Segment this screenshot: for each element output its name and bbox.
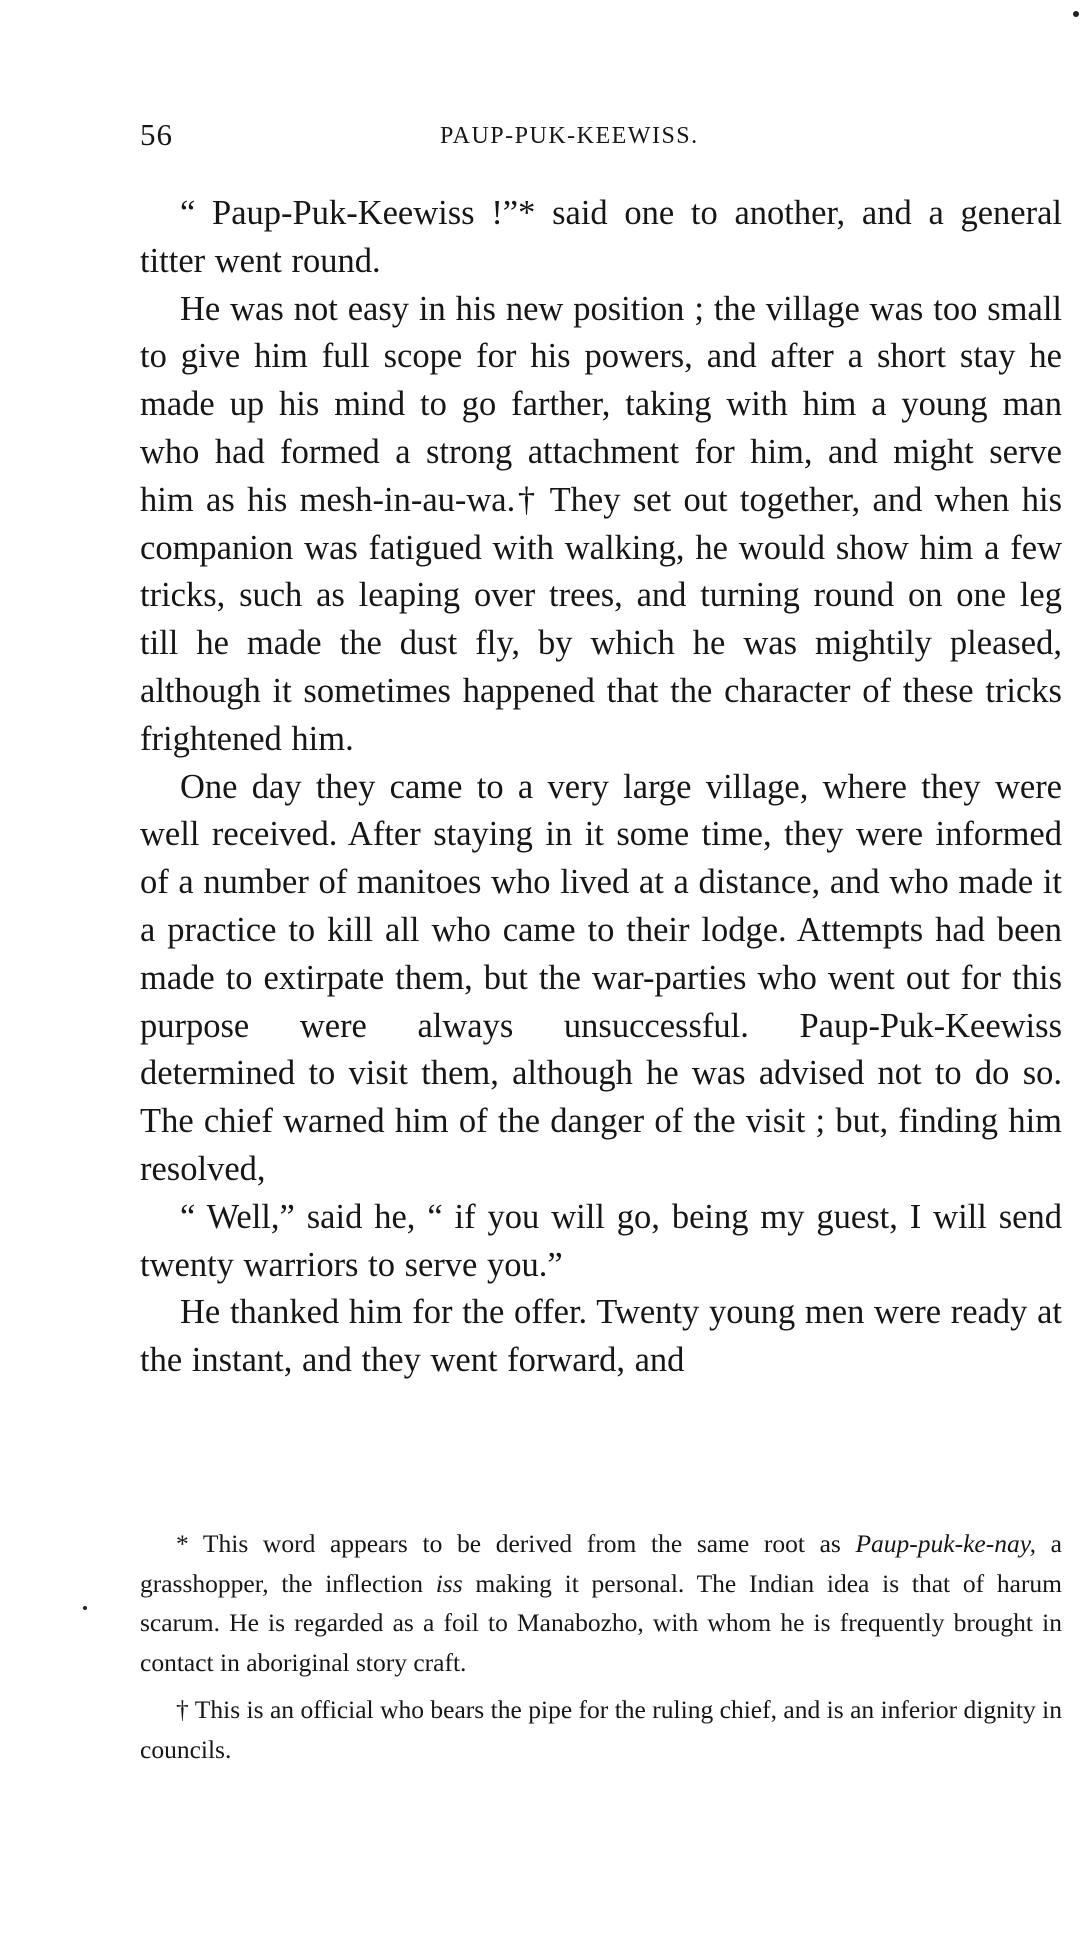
footnote-marker-dagger: † [176, 1695, 189, 1724]
footnote-marker-asterisk: * [176, 1529, 189, 1558]
footnote-asterisk-lead: This word appears to be derived from the same root as [188, 1529, 856, 1558]
body-text [140, 190, 1062, 1385]
footnote-dagger-text: This is an official who bears the pipe for the ruling chief, and is an inferior dignity in councils. [140, 1695, 1063, 1764]
paragraph-3: One day they came to a very large village, where they were well received. After staying in it some time, they were informed of a number of manitoes who lived at a distance, and who made it a practice to kill all who came to their lodge. Attempts had been made to extirpate them, but the war-parties who went out for this purpose were always unsuccessful. Paup-Puk-Keewiss determined to visit them, although he was advised not to do so. The chief warned him of the danger of the visit ; but, finding him resolved, [140, 767, 1062, 1188]
footnotes [140, 1524, 1062, 1769]
paragraph-1: “ Paup-Puk-Keewiss !”* said one to another, and a general titter went round. [140, 194, 1062, 280]
scan-speck-top-right [1073, 11, 1079, 17]
running-title: PAUP-PUK-KEEWISS. [440, 123, 699, 149]
footnote-asterisk-term: Paup-puk-ke-nay, [855, 1529, 1037, 1558]
page-header [140, 117, 1060, 157]
scan-speck-margin [83, 1606, 87, 1610]
paragraph-4: “ Well,” said he, “ if you will go, being my guest, I will send twenty warriors to serve you.” [140, 1197, 1062, 1284]
footnote-asterisk-middle: a grasshopper, the inflection [140, 1529, 1062, 1598]
footnote-dagger [140, 1690, 1062, 1769]
footnote-asterisk-tail: making it personal. The Indian idea is that of harum scarum. He is regarded as a foil to Manabozho, with whom he is frequently brought in contact in aboriginal story craft. [140, 1568, 1062, 1677]
paragraph-5: He thanked him for the offer. Twenty young men were ready at the instant, and they went forward, and [140, 1293, 1062, 1380]
page-number: 56 [140, 117, 173, 152]
footnote-asterisk [140, 1524, 1062, 1682]
paragraph-2: He was not easy in his new position ; the village was too small to give him full scope for his powers, and after a short stay he made up his mind to go farther, taking with him a young man who had formed a strong attachment for him, and might serve him as his mesh-in-au-wa.† They set out together, and when his companion was fatigued with walking, he would show him a few tricks, such as leaping over trees, and turning round on one leg till he made the dust fly, by which he was mightily pleased, although it sometimes happened that the character of these tricks frightened him. [140, 289, 1062, 758]
footnote-asterisk-suffix: iss [435, 1568, 463, 1598]
